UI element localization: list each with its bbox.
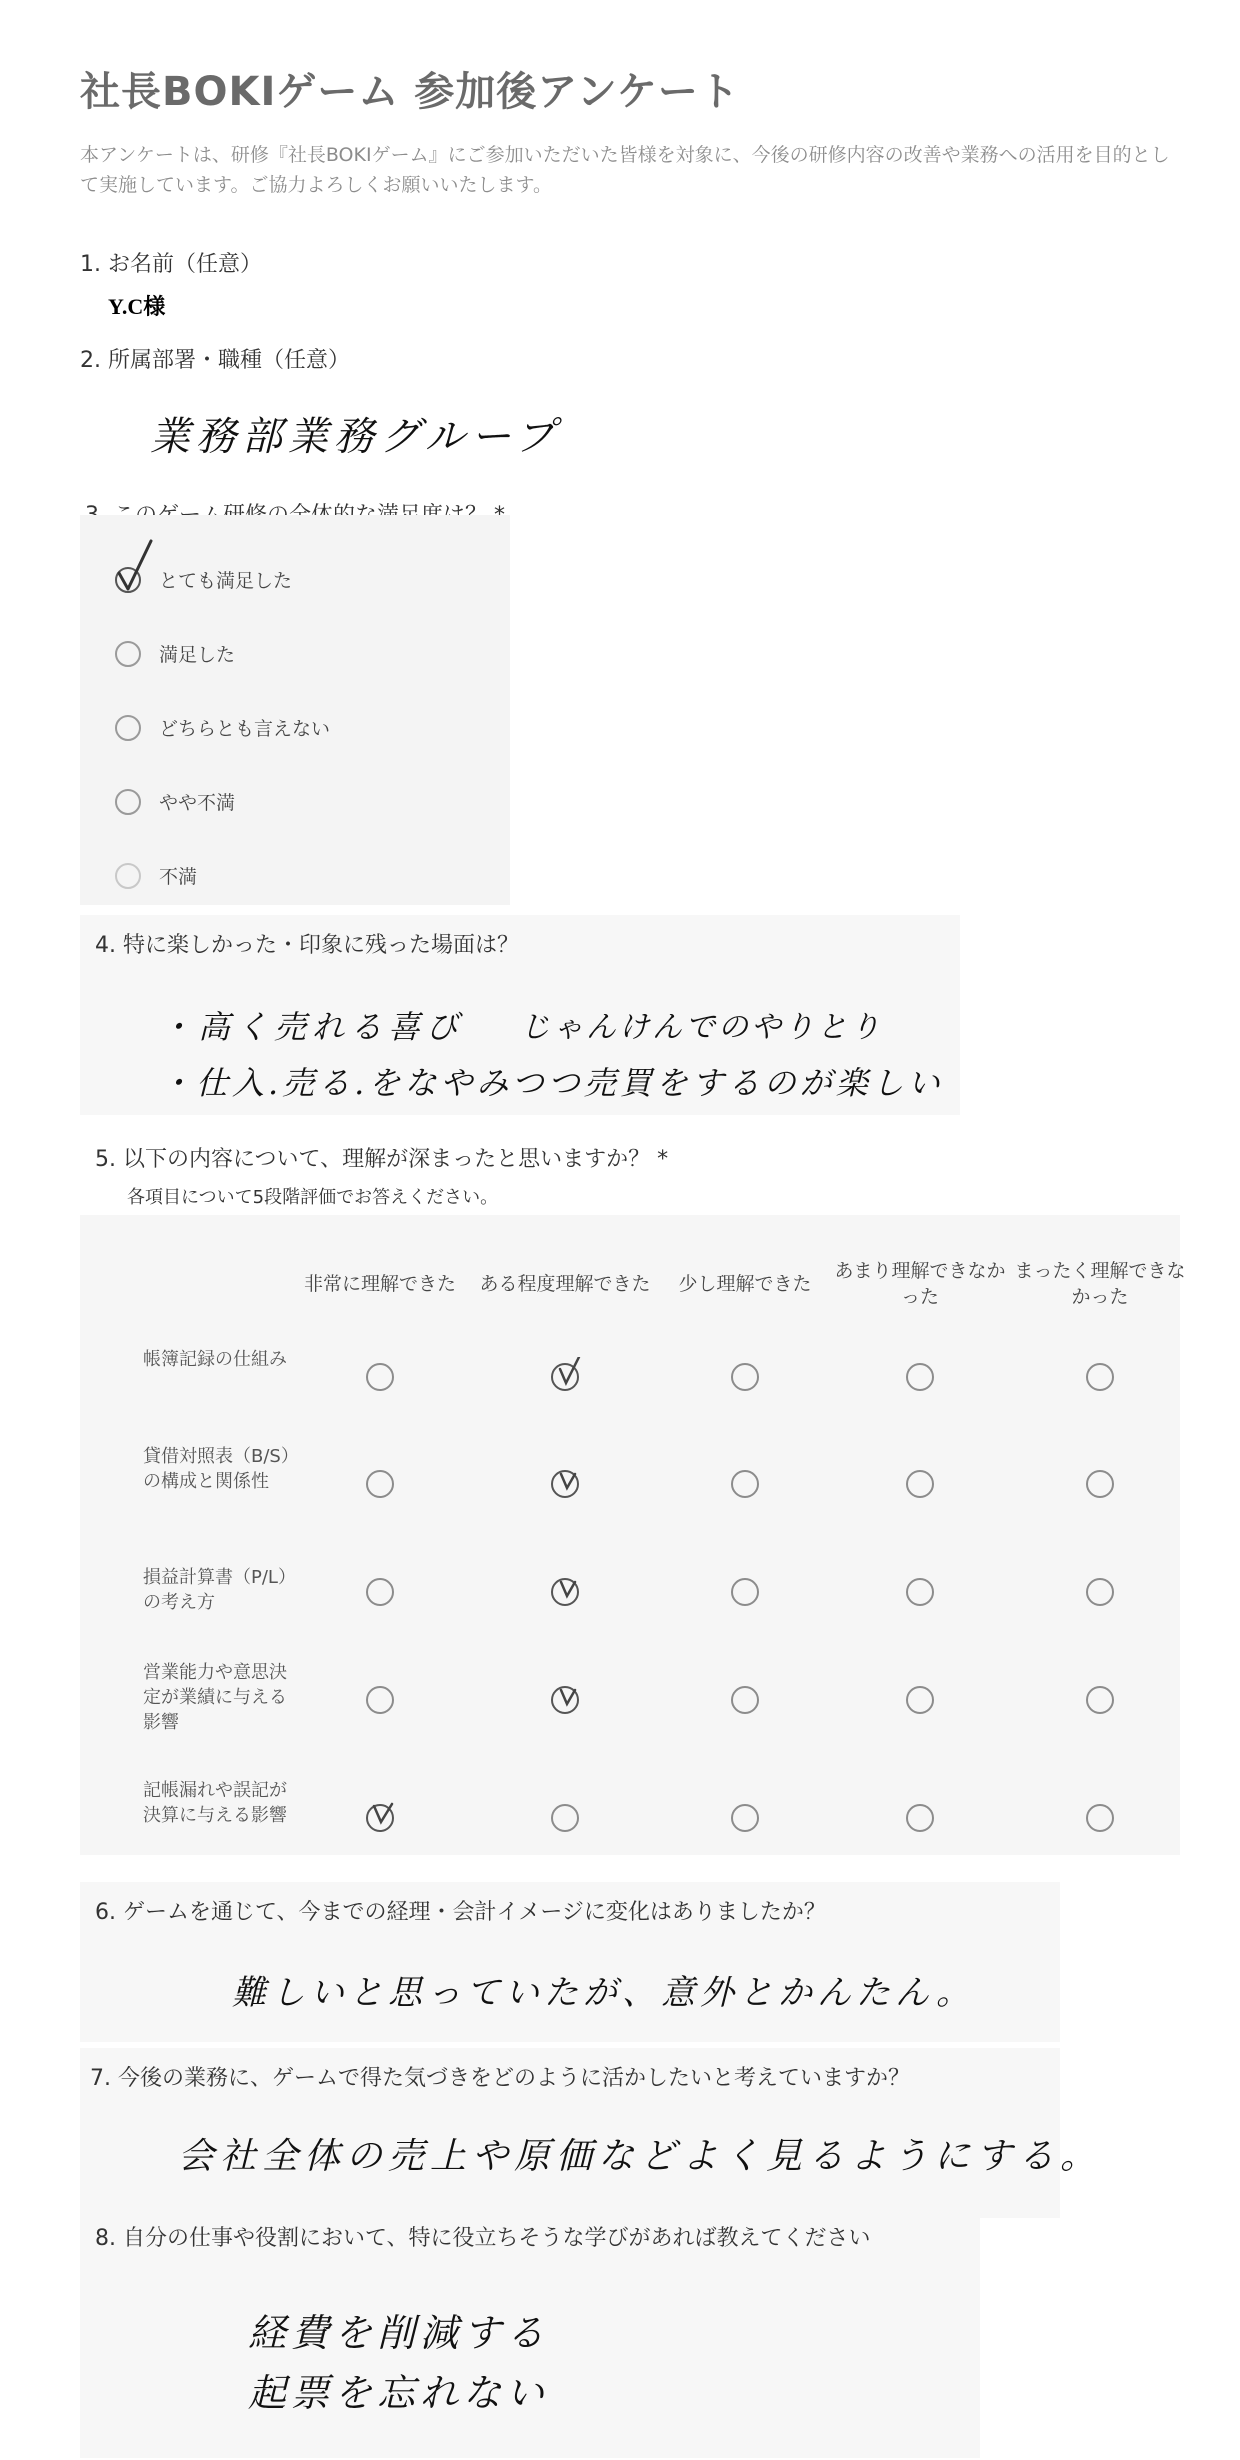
radio-button[interactable]	[551, 1804, 579, 1832]
radio-button[interactable]	[906, 1804, 934, 1832]
radio-button[interactable]	[1086, 1686, 1114, 1714]
q4-answer-line2: ・仕入.売る.をなやみつつ売買をするのが楽しい	[160, 1064, 944, 1102]
survey-intro: 本アンケートは、研修『社長BOKIゲーム』にご参加いただいた皆様を対象に、今後の研修内容の改善や業務への活用を目的として実施しています。ご協力よろしくお願いいたします。	[80, 144, 1170, 196]
radio-button[interactable]	[366, 1470, 394, 1498]
check-mark-icon	[555, 1680, 585, 1716]
radio-button[interactable]	[906, 1686, 934, 1714]
q7-label: 7. 今後の業務に、ゲームで得た気づきをどのように活かしたいと考えていますか？	[90, 2066, 910, 2091]
q4-label: 4. 特に楽しかった・印象に残った場面は？	[95, 933, 519, 958]
check-mark-icon	[115, 539, 155, 595]
radio-button[interactable]	[366, 1686, 394, 1714]
radio-selected[interactable]	[551, 1363, 579, 1391]
q3-option-1[interactable]	[115, 566, 292, 593]
q3-option-label: とても満足した	[159, 570, 293, 592]
q4-answer-line1a: ・高く売れる喜び	[160, 1008, 465, 1046]
row-label: 損益計算書（P/L）の考え方	[143, 1567, 287, 1613]
radio-button[interactable]	[906, 1578, 934, 1606]
column-header: 少し理解できた	[678, 1273, 812, 1295]
check-mark-icon	[370, 1798, 400, 1834]
q1-answer: Y.C様	[108, 294, 166, 319]
row-label: 営業能力や意思決定が業績に与える影響	[143, 1662, 287, 1733]
row-label: 記帳漏れや誤記が決算に与える影響	[143, 1780, 287, 1826]
column-header: あまり理解できなかった	[834, 1260, 1006, 1308]
q3-option-3[interactable]	[115, 714, 330, 741]
q3-option-2[interactable]	[115, 640, 235, 667]
radio-selected[interactable]	[366, 1804, 394, 1832]
radio-selected[interactable]	[551, 1686, 579, 1714]
survey-title: 社長BOKIゲーム 参加後アンケート	[80, 69, 740, 115]
radio-selected[interactable]	[551, 1470, 579, 1498]
q3-option-label: 満足した	[159, 644, 236, 666]
q3-option-label: やや不満	[159, 792, 236, 814]
q8-answer-line1: 経費を削減する	[248, 2311, 550, 2355]
radio-button[interactable]	[115, 715, 141, 741]
q3-option-5[interactable]	[115, 862, 197, 889]
column-header: ある程度理解できた	[479, 1273, 651, 1295]
column-header: 非常に理解できた	[303, 1273, 456, 1295]
radio-button[interactable]	[731, 1363, 759, 1391]
q8-answer-line2: 起票を忘れない	[248, 2371, 550, 2415]
q5-grid-panel	[80, 1215, 1180, 1855]
radio-selected[interactable]	[551, 1578, 579, 1606]
q8-label: 8. 自分の仕事や役割において、特に役立ちそうな学びがあれば教えてください	[95, 2226, 871, 2251]
check-mark-icon	[555, 1464, 585, 1500]
radio-button[interactable]	[115, 641, 141, 667]
radio-button[interactable]	[731, 1578, 759, 1606]
q2-label: 2. 所属部署・職種（任意）	[80, 348, 350, 373]
q5-label: 5. 以下の内容について、理解が深まったと思いますか？ *	[95, 1147, 669, 1172]
radio-button[interactable]	[115, 863, 141, 889]
radio-button[interactable]	[731, 1470, 759, 1498]
q6-label: 6. ゲームを通じて、今までの経理・会計イメージに変化はありましたか？	[95, 1900, 826, 1925]
radio-button[interactable]	[1086, 1804, 1114, 1832]
q3-option-4[interactable]	[115, 788, 235, 815]
radio-button[interactable]	[1086, 1470, 1114, 1498]
q3-option-label: どちらとも言えない	[159, 718, 331, 740]
check-mark-icon	[555, 1357, 585, 1393]
radio-button[interactable]	[906, 1363, 934, 1391]
q1-label: 1. お名前（任意）	[80, 252, 262, 277]
q3-option-label: 不満	[159, 866, 198, 888]
radio-button[interactable]	[731, 1804, 759, 1832]
radio-button[interactable]	[906, 1470, 934, 1498]
q5-note: 各項目について5段階評価でお答えください。	[127, 1187, 499, 1208]
radio-button[interactable]	[1086, 1363, 1114, 1391]
q6-answer: 難しいと思っていたが、意外とかんたん。	[232, 1973, 976, 2013]
column-header: まったく理解できなかった	[1014, 1260, 1186, 1308]
radio-button[interactable]	[115, 789, 141, 815]
check-mark-icon	[555, 1572, 585, 1608]
radio-button[interactable]	[1086, 1578, 1114, 1606]
q7-answer: 会社全体の売上や原価などよく見るようにする。	[178, 2136, 1103, 2177]
radio-button[interactable]	[366, 1578, 394, 1606]
q4-answer-line1b: じゃんけんでのやりとり	[520, 1010, 883, 1045]
radio-button[interactable]	[731, 1686, 759, 1714]
row-label: 貸借対照表（B/S）の構成と関係性	[143, 1446, 290, 1492]
radio-button[interactable]	[366, 1363, 394, 1391]
q2-answer: 業務部業務グループ	[150, 414, 561, 460]
radio-selected[interactable]	[115, 567, 141, 593]
row-label: 帳簿記録の仕組み	[143, 1349, 287, 1370]
